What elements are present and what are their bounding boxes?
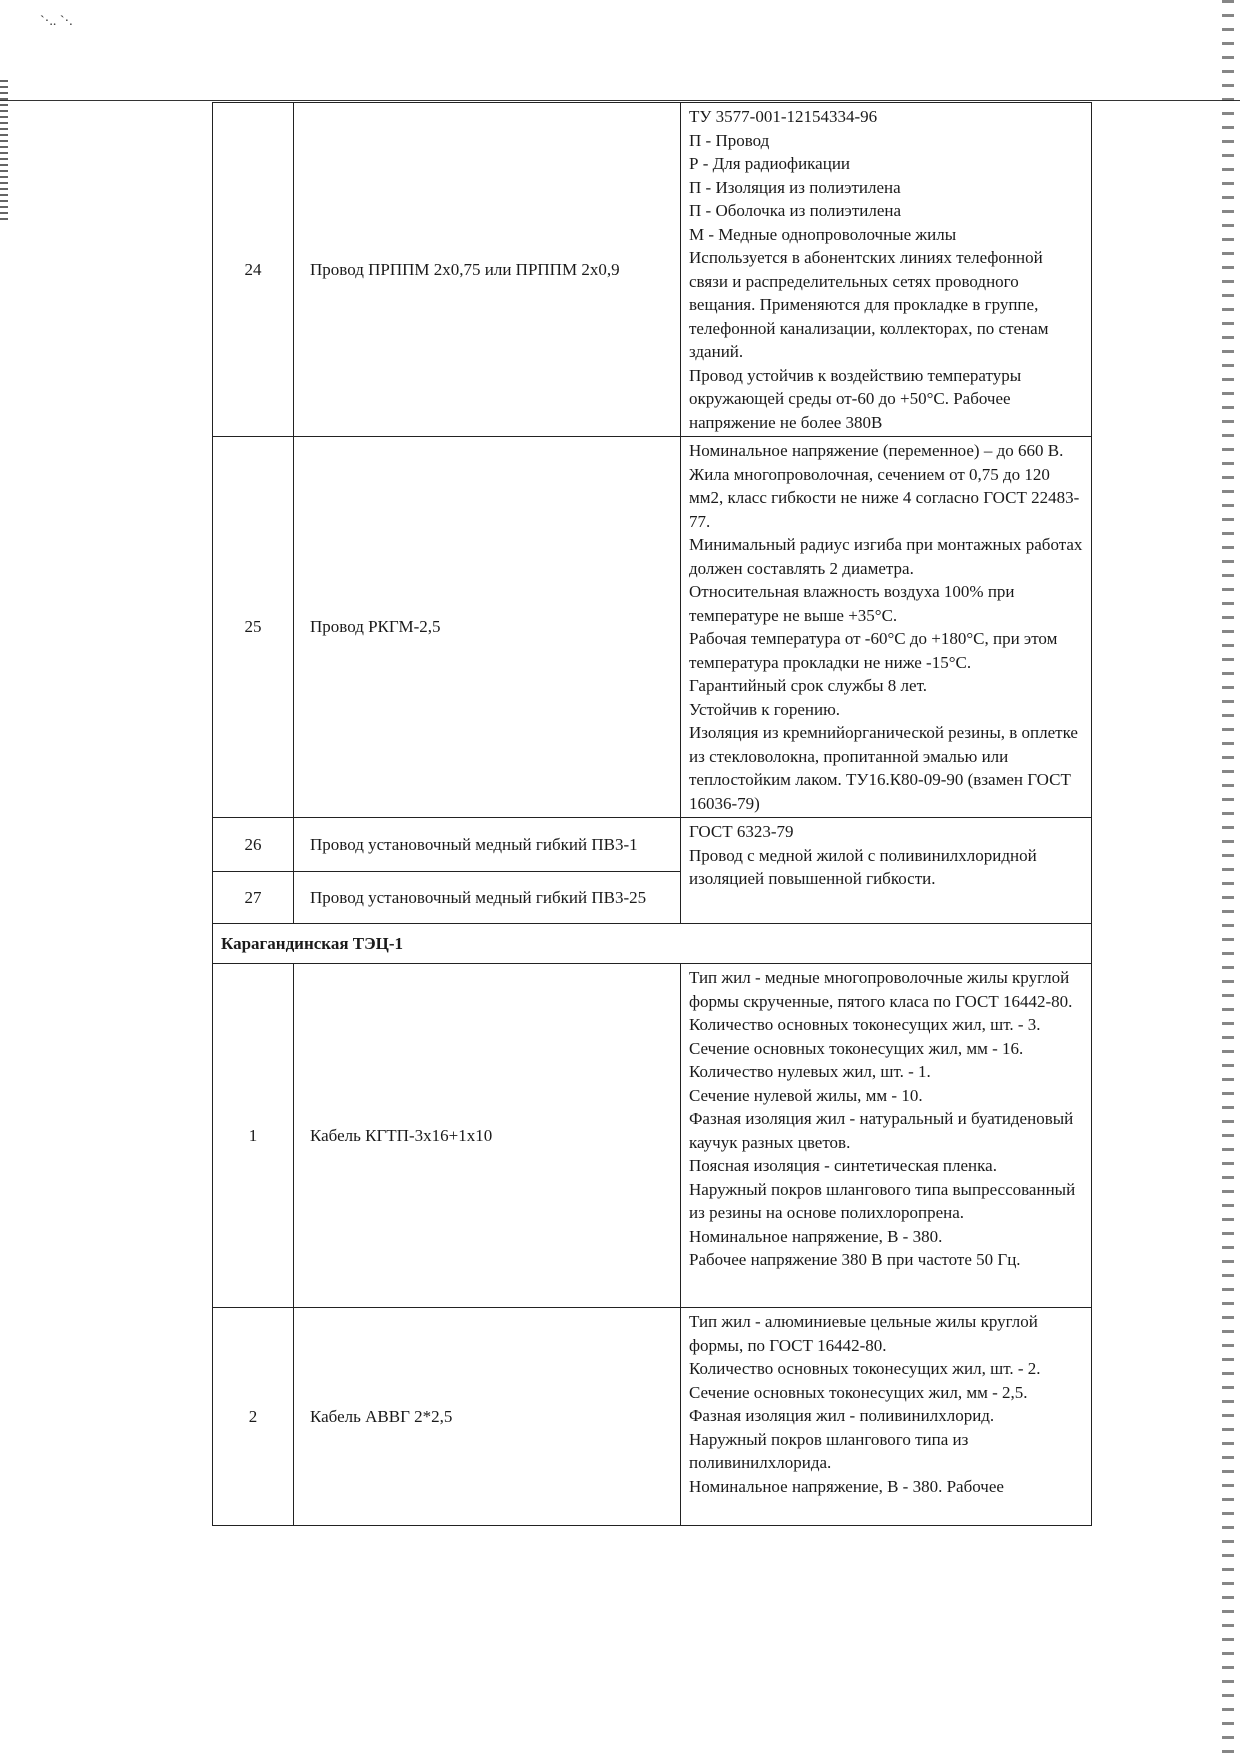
spec-table (212, 102, 1092, 1526)
table-row (213, 964, 1092, 1308)
desc-line: Количество основных токонесущих жил, шт. - 3. (689, 1015, 1041, 1034)
desc-line: Провод устойчив к воздействию температуры окружающей среды от-60 до +50°С. Рабочее напряжение не более 380В (689, 365, 1026, 432)
row-number: 2 (213, 1308, 294, 1526)
row-number: 24 (213, 103, 294, 437)
desc-line: Тип жил - медные многопроволочные жилы круглой формы скрученные, пятого класа по ГОСТ 16442-80. (689, 968, 1074, 1011)
desc-line: Количество нулевых жил, шт. - 1. (689, 1062, 931, 1081)
row-number: 25 (213, 437, 294, 818)
desc-line: Фазная изоляция жил - натуральный и буатиденовый каучук разных цветов. (689, 1109, 1078, 1152)
table-row (213, 818, 1092, 872)
scan-top-line (0, 100, 1240, 101)
desc-line: П - Провод (689, 130, 770, 150)
desc-line: Номинальное напряжение (переменное) – до 660 В. (689, 441, 1064, 460)
item-description (681, 818, 1092, 924)
section-row (213, 924, 1092, 964)
desc-line: Количество основных токонесущих жил, шт. - 2. (689, 1359, 1041, 1378)
scan-noise: `·.. `·. (40, 14, 73, 29)
desc-line: Наружный покров шлангового типа из поливинилхлорида. (689, 1429, 973, 1472)
desc-line: Сечение основных токонесущих жил, мм - 16. (689, 1038, 1024, 1058)
desc-line: Фазная изоляция жил - поливинилхлорид. (689, 1406, 995, 1425)
item-name: Кабель АВВГ 2*2,5 (294, 1308, 681, 1526)
item-description (681, 1308, 1092, 1526)
item-name: Провод установочный медный гибкий ПВ3-25 (294, 872, 681, 924)
table-row (213, 437, 1092, 818)
table-row (213, 1308, 1092, 1526)
desc-line: Сечение основных токонесущих жил, мм - 2,5. (689, 1382, 1028, 1402)
desc-line: Минимальный радиус изгиба при монтажных работах должен составлять 2 диаметра. (689, 535, 1087, 578)
section-title: Карагандинская ТЭЦ-1 (213, 924, 1092, 964)
desc-line: Поясная изоляция - синтетическая пленка. (689, 1156, 997, 1175)
desc-line: Провод с медной жилой с поливинилхлоридной изоляцией повышенной гибкости. (689, 845, 1041, 888)
desc-line: Номинальное напряжение, В - 380. (689, 1226, 943, 1246)
desc-line: Тип жил - алюминиевые цельные жилы круглой формы, по ГОСТ 16442-80. (689, 1312, 1043, 1355)
table-row (213, 103, 1092, 437)
scan-edge-marks (1222, 0, 1234, 1754)
desc-line: П - Изоляция из полиэтилена (689, 177, 901, 197)
desc-line: ТУ 3577-001-12154334-96 (689, 107, 878, 126)
item-description (681, 103, 1092, 437)
desc-line: М - Медные однопроволочные жилы (689, 224, 957, 244)
desc-line: П - Оболочка из полиэтилена (689, 201, 902, 220)
row-number: 1 (213, 964, 294, 1308)
desc-line: Гарантийный срок службы 8 лет. (689, 676, 927, 695)
row-number: 27 (213, 872, 294, 924)
desc-line: Жила многопроволочная, сечением от 0,75 до 120 мм2, класс гибкости не ниже 4 согласно ГОСТ 22483-77. (689, 464, 1080, 531)
desc-line: Относительная влажность воздуха 100% при температуре не выше +35°С. (689, 582, 1019, 625)
item-name: Провод установочный медный гибкий ПВ3-1 (294, 818, 681, 872)
desc-line: Р - Для радиофикации (689, 154, 851, 173)
desc-line: Номинальное напряжение, В - 380. Рабочее (689, 1476, 1004, 1496)
item-name: Провод ПРППМ 2х0,75 или ПРППМ 2х0,9 (294, 103, 681, 437)
desc-line: Устойчив к горению. (689, 699, 841, 719)
item-description (681, 437, 1092, 818)
desc-line: Наружный покров шлангового типа выпрессованный из резины на основе полихлоропрена. (689, 1179, 1080, 1222)
row-number: 26 (213, 818, 294, 872)
desc-line: Используется в абонентских линиях телефонной связи и распределительных сетях проводного вещания. Применяются для прокладке в группе, телефонной канализации, коллекторах, по стенам зданий. (689, 248, 1053, 361)
desc-line: Сечение нулевой жилы, мм - 10. (689, 1085, 923, 1105)
desc-line: Изоляция из кремнийорганической резины, в оплетке из стекловолокна, пропитанной эмалью или теплостойким лаком. ТУ16.К80-09-90 (взамен ГОСТ 16036-79) (689, 723, 1083, 813)
desc-line: ГОСТ 6323-79 (689, 822, 794, 841)
desc-line: Рабочее напряжение 380 В при частоте 50 Гц. (689, 1250, 1021, 1269)
item-name: Провод РКГМ-2,5 (294, 437, 681, 818)
scan-left-marks (0, 80, 8, 220)
item-name: Кабель КГТП-3х16+1х10 (294, 964, 681, 1308)
item-description (681, 964, 1092, 1308)
desc-line: Рабочая температура от -60°С до +180°С, при этом температура прокладки не ниже -15°С. (689, 629, 1062, 672)
